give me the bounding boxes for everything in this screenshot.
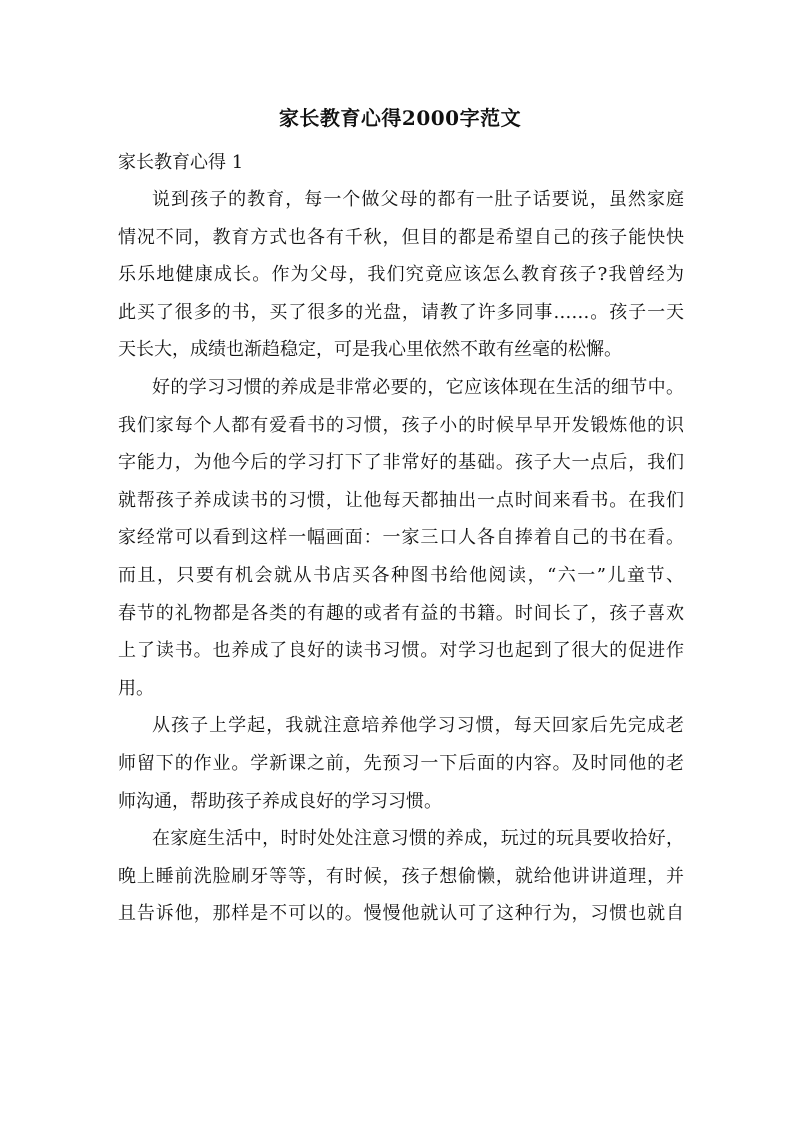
paragraph-line: 师留下的作业。学新课之前，先预习一下后面的内容。及时同他的老 bbox=[118, 752, 684, 774]
paragraph-line: 乐乐地健康成长。作为父母，我们究竟应该怎么教育孩子?我曾经为 bbox=[118, 264, 684, 286]
paragraph-line: 而且，只要有机会就从书店买各种图书给他阅读，“六一”儿童节、 bbox=[118, 564, 684, 586]
paragraph-line: 情况不同，教育方式也各有千秋，但目的都是希望自己的孩子能快快 bbox=[118, 226, 684, 248]
paragraph-line: 天长大，成绩也渐趋稳定，可是我心里依然不敢有丝毫的松懈。 bbox=[118, 339, 622, 361]
paragraph-line: 说到孩子的教育，每一个做父母的都有一肚子话要说，虽然家庭 bbox=[152, 189, 684, 210]
paragraph bbox=[118, 707, 684, 820]
paragraph bbox=[118, 820, 684, 933]
paragraph bbox=[118, 369, 684, 707]
paragraph-line: 且告诉他，那样是不可以的。慢慢他就认可了这种行为，习惯也就自 bbox=[118, 903, 684, 925]
section-heading: 家长教育心得 1 bbox=[118, 152, 244, 173]
paragraph-line: 此买了很多的书，买了很多的光盘，请教了许多同事……。孩子一天 bbox=[118, 301, 684, 323]
paragraph bbox=[118, 181, 684, 369]
paragraph-line: 字能力，为他今后的学习打下了非常好的基础。孩子大一点后，我们 bbox=[118, 452, 684, 474]
paragraph-line: 从孩子上学起，我就注意培养他学习习惯，每天回家后先完成老 bbox=[152, 715, 684, 737]
paragraph-line: 家经常可以看到这样一幅画面：一家三口人各自捧着自己的书在看。 bbox=[118, 527, 684, 549]
paragraph-line: 晚上睡前洗脸刷牙等等，有时候，孩子想偷懒，就给他讲讲道理，并 bbox=[118, 865, 684, 887]
paragraph-line: 就帮孩子养成读书的习惯，让他每天都抽出一点时间来看书。在我们 bbox=[118, 489, 684, 511]
document-title: 家长教育心得2000字范文 bbox=[278, 106, 522, 130]
document-body bbox=[118, 181, 684, 933]
paragraph-line: 师沟通，帮助孩子养成良好的学习习惯。 bbox=[118, 790, 442, 812]
paragraph-line: 用。 bbox=[118, 677, 154, 699]
paragraph-line: 春节的礼物都是各类的有趣的或者有益的书籍。时间长了，孩子喜欢 bbox=[118, 602, 684, 624]
paragraph-line: 好的学习习惯的养成是非常必要的，它应该体现在生活的细节中。 bbox=[152, 376, 684, 398]
paragraph-line: 我们家每个人都有爱看书的习惯，孩子小的时候早早开发锻炼他的识 bbox=[118, 414, 684, 436]
paragraph-line: 在家庭生活中，时时处处注意习惯的养成，玩过的玩具要收拾好， bbox=[152, 828, 684, 850]
paragraph-line: 上了读书。也养成了良好的读书习惯。对学习也起到了很大的促进作 bbox=[118, 640, 684, 662]
